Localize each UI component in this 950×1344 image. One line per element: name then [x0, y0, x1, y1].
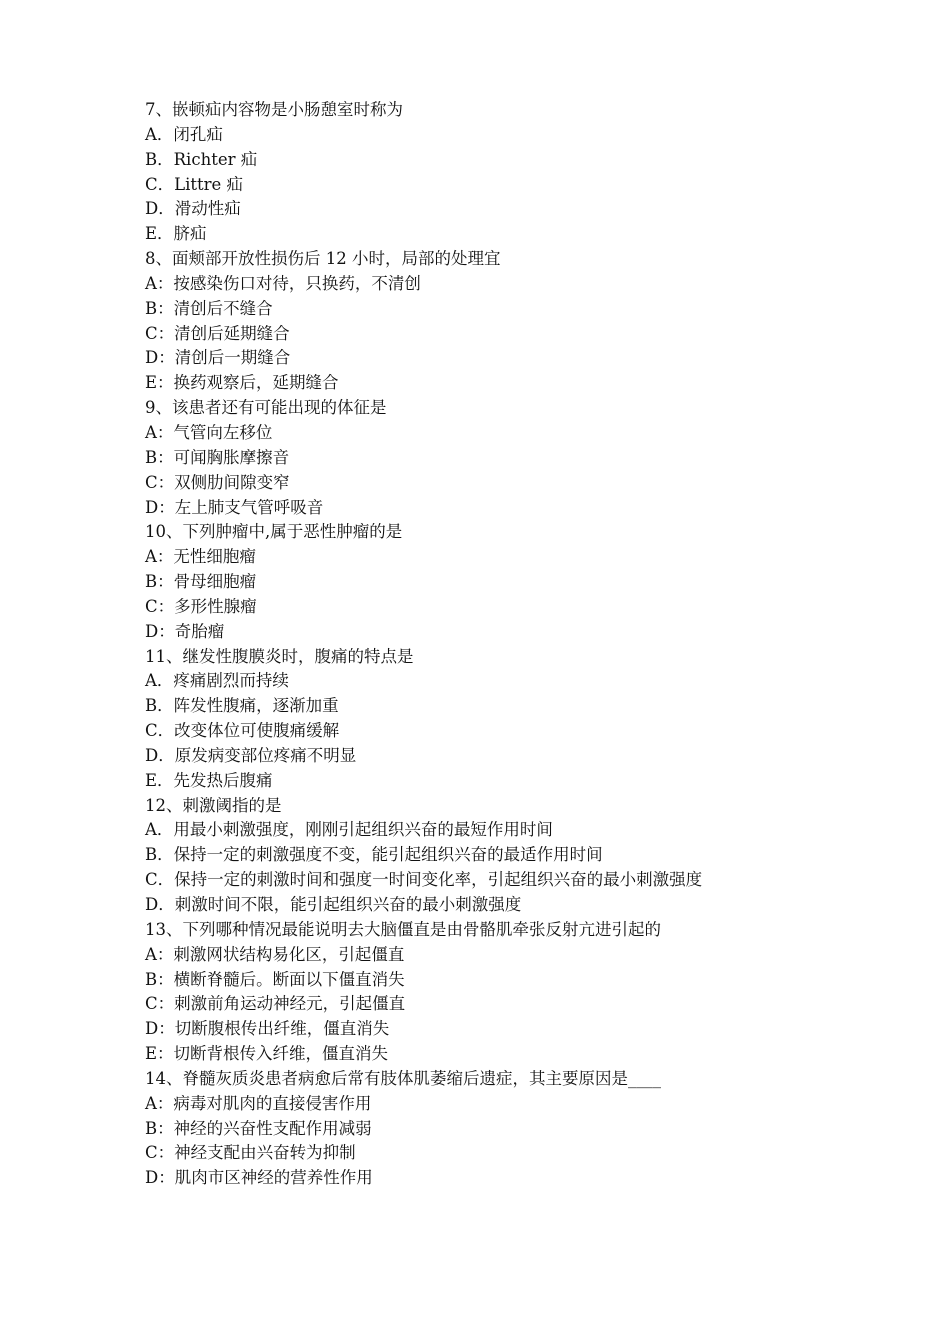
answer-option: C：多形性腺瘤 [145, 596, 257, 616]
answer-option: D．滑动性疝 [145, 199, 241, 219]
answer-option: D：奇胎瘤 [145, 621, 225, 641]
answer-option: D：切断腹根传出纤维，僵直消失 [145, 1019, 390, 1039]
answer-option: C：神经支配由兴奋转为抑制 [145, 1143, 356, 1163]
answer-option: D：左上肺支气管呼吸音 [145, 497, 324, 517]
question-stem: 13、下列哪种情况最能说明去大脑僵直是由骨骼肌牵张反射亢进引起的 [145, 919, 661, 939]
answer-option: A．闭孔疝 [145, 124, 223, 144]
question-list [145, 98, 865, 1191]
answer-option: C：清创后延期缝合 [145, 323, 290, 343]
question-stem: 12、刺激阈指的是 [145, 795, 282, 815]
answer-option: B．保持一定的刺激强度不变，能引起组织兴奋的最适作用时间 [145, 845, 603, 865]
answer-option: C．改变体位可使腹痛缓解 [145, 721, 340, 741]
answer-option: A：按感染伤口对待，只换药，不清创 [145, 273, 421, 293]
answer-option: E．先发热后腹痛 [145, 770, 273, 790]
question-block [145, 98, 865, 247]
answer-option: B：横断脊髓后。断面以下僵直消失 [145, 969, 405, 989]
question-stem: 10、下列肿瘤中,属于恶性肿瘤的是 [145, 522, 403, 542]
question-block [145, 247, 865, 396]
answer-option: B：神经的兴奋性支配作用减弱 [145, 1118, 372, 1138]
answer-option: B：可闻胸胀摩擦音 [145, 447, 290, 467]
question-block [145, 1067, 865, 1191]
answer-option: B．阵发性腹痛，逐渐加重 [145, 696, 339, 716]
answer-option: A：无性细胞瘤 [145, 547, 256, 567]
answer-option: C：双侧肋间隙变窄 [145, 472, 290, 492]
answer-option: E：切断背根传入纤维，僵直消失 [145, 1044, 389, 1064]
answer-option: B：清创后不缝合 [145, 298, 273, 318]
answer-option: A．用最小刺激强度，刚刚引起组织兴奋的最短作用时间 [145, 820, 553, 840]
question-block [145, 645, 865, 794]
question-stem: 9、该患者还有可能出现的体征是 [145, 398, 387, 418]
answer-option: B：骨母细胞瘤 [145, 572, 257, 592]
answer-option: D．原发病变部位疼痛不明显 [145, 745, 357, 765]
question-stem: 11、继发性腹膜炎时，腹痛的特点是 [145, 646, 414, 666]
answer-option: A．疼痛剧烈而持续 [145, 671, 289, 691]
answer-option: C：刺激前角运动神经元，引起僵直 [145, 994, 406, 1014]
question-block [145, 396, 865, 520]
answer-option: D：肌肉市区神经的营养性作用 [145, 1168, 373, 1188]
answer-option: C．Littre 疝 [145, 174, 244, 194]
answer-option: A：气管向左移位 [145, 422, 273, 442]
question-block [145, 520, 865, 644]
question-block [145, 794, 865, 918]
answer-option: A：病毒对肌肉的直接侵害作用 [145, 1093, 372, 1113]
answer-option: E．脐疝 [145, 224, 207, 244]
answer-option: B．Richter 疝 [145, 149, 258, 169]
answer-option: C．保持一定的刺激时间和强度一时间变化率，引起组织兴奋的最小刺激强度 [145, 870, 703, 890]
answer-option: D．刺激时间不限，能引起组织兴奋的最小刺激强度 [145, 895, 522, 914]
answer-option: A：刺激网状结构易化区，引起僵直 [145, 944, 405, 964]
answer-option: D：清创后一期缝合 [145, 348, 291, 368]
answer-option: E：换药观察后，延期缝合 [145, 373, 339, 393]
question-stem: 14、脊髓灰质炎患者病愈后常有肢体肌萎缩后遗症，其主要原因是____ [145, 1068, 661, 1088]
question-stem: 7、嵌顿疝内容物是小肠憩室时称为 [145, 100, 403, 119]
question-stem: 8、面颊部开放性损伤后 12 小时，局部的处理宜 [145, 249, 501, 269]
question-block [145, 918, 865, 1067]
